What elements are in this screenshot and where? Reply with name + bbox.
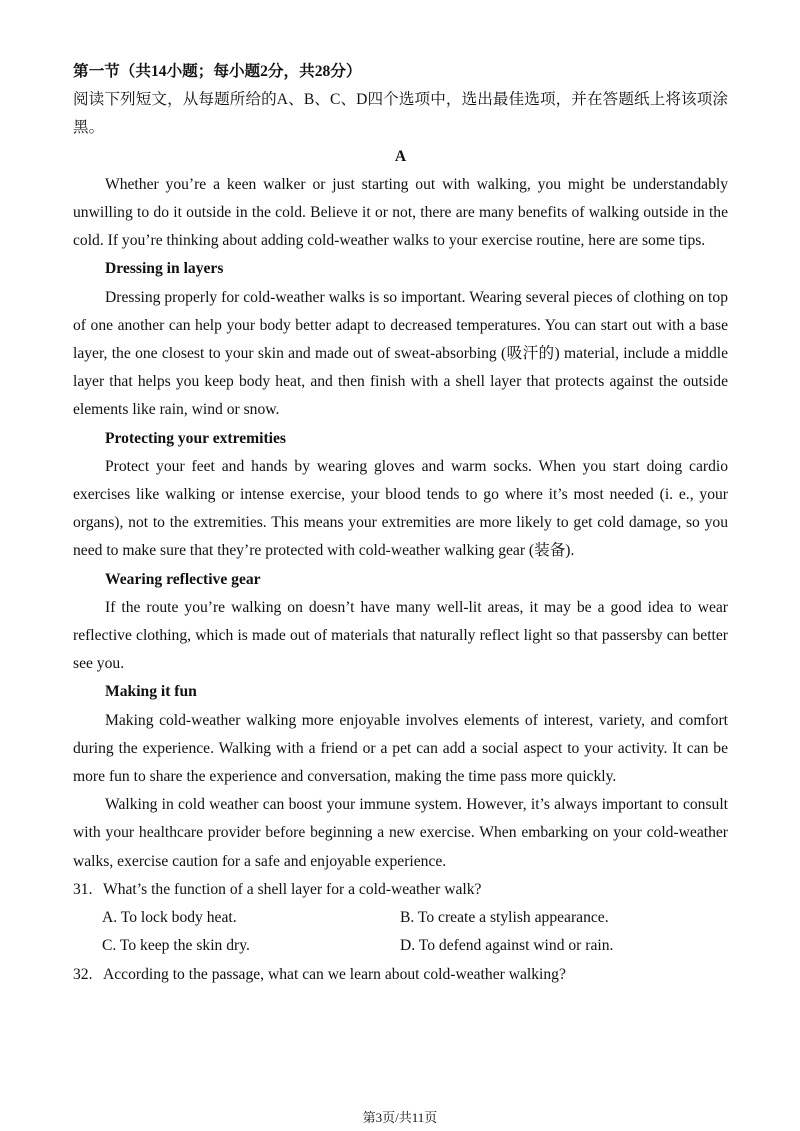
passage-label: A	[394, 147, 407, 165]
paragraph-intro: Whether you’re a keen walker or just starting out with walking, you might be understandably unwilling to do it outside in the cold. Believe it or not, there are many benefits of walking outside in the cold. If you’re thinking about adding cold-weather walks to your exercise routine, here are some tips.	[73, 175, 728, 250]
paragraph-fun: Making cold-weather walking more enjoyable involves elements of interest, variety, and comfort during the experience. Walking with a friend or a pet can add a social aspect to your activity. It can be more fun to share the experience and conversation, making the time pass more quickly.	[73, 711, 728, 786]
option-b[interactable]: B. To create a stylish appearance.	[400, 909, 609, 927]
paragraph-conclusion: Walking in cold weather can boost your immune system. However, it’s always important to consult with your healthcare provider before beginning a new exercise. When embarking on your cold-weather walks, exercise caution for a safe and enjoyable experience.	[73, 796, 728, 870]
page-footer: 第3页/共11页	[362, 1110, 438, 1125]
heading-protecting-extremities: Protecting your extremities	[105, 429, 287, 447]
options-row-2	[73, 932, 728, 960]
heading-making-it-fun: Making it fun	[105, 683, 197, 701]
paragraph-extremities: Protect your feet and hands by wearing gloves and warm socks. When you start doing cardio exercises like walking or intense exercise, your blood tends to go where it’s most needed (i. e., your organs), not to the extremities. This means your extremities are more likely to get cold damage, so you need to make sure that they’re protected with cold-weather walking gear (装备).	[73, 457, 728, 560]
page-content	[73, 58, 728, 989]
question-text: According to the passage, what can we learn about cold-weather walking?	[103, 965, 566, 983]
section-header: 第一节（共14小题；每小题2分，共28分）	[73, 63, 362, 80]
options-row-1	[73, 904, 728, 932]
question-32	[73, 961, 728, 989]
question-text: What’s the function of a shell layer for a cold-weather walk?	[103, 880, 482, 898]
paragraph-reflective: If the route you’re walking on doesn’t have many well-lit areas, it may be a good idea to wear reflective clothing, which is made out of materials that naturally reflect light so that passersby can better see you.	[73, 598, 728, 673]
question-31	[73, 876, 728, 904]
heading-dressing-in-layers: Dressing in layers	[105, 260, 224, 278]
instructions: 阅读下列短文，从每题所给的A、B、C、D四个选项中，选出最佳选项，并在答题纸上将该项涂黑。	[73, 91, 728, 137]
option-d[interactable]: D. To defend against wind or rain.	[400, 937, 614, 955]
question-number: 31.	[73, 880, 93, 898]
heading-reflective-gear: Wearing reflective gear	[105, 570, 261, 588]
paragraph-dressing: Dressing properly for cold-weather walks is so important. Wearing several pieces of clothing on top of one another can help your body better adapt to decreased temperatures. You can start out with a base layer, the one closest to your skin and made out of sweat-absorbing (吸汗的) material, include a middle layer that helps you keep body heat, and then finish with a shell layer that protects against the outside elements like rain, wind or snow.	[73, 288, 728, 419]
question-number: 32.	[73, 965, 93, 983]
option-c[interactable]: C. To keep the skin dry.	[102, 937, 250, 955]
option-a[interactable]: A. To lock body heat.	[102, 909, 237, 927]
